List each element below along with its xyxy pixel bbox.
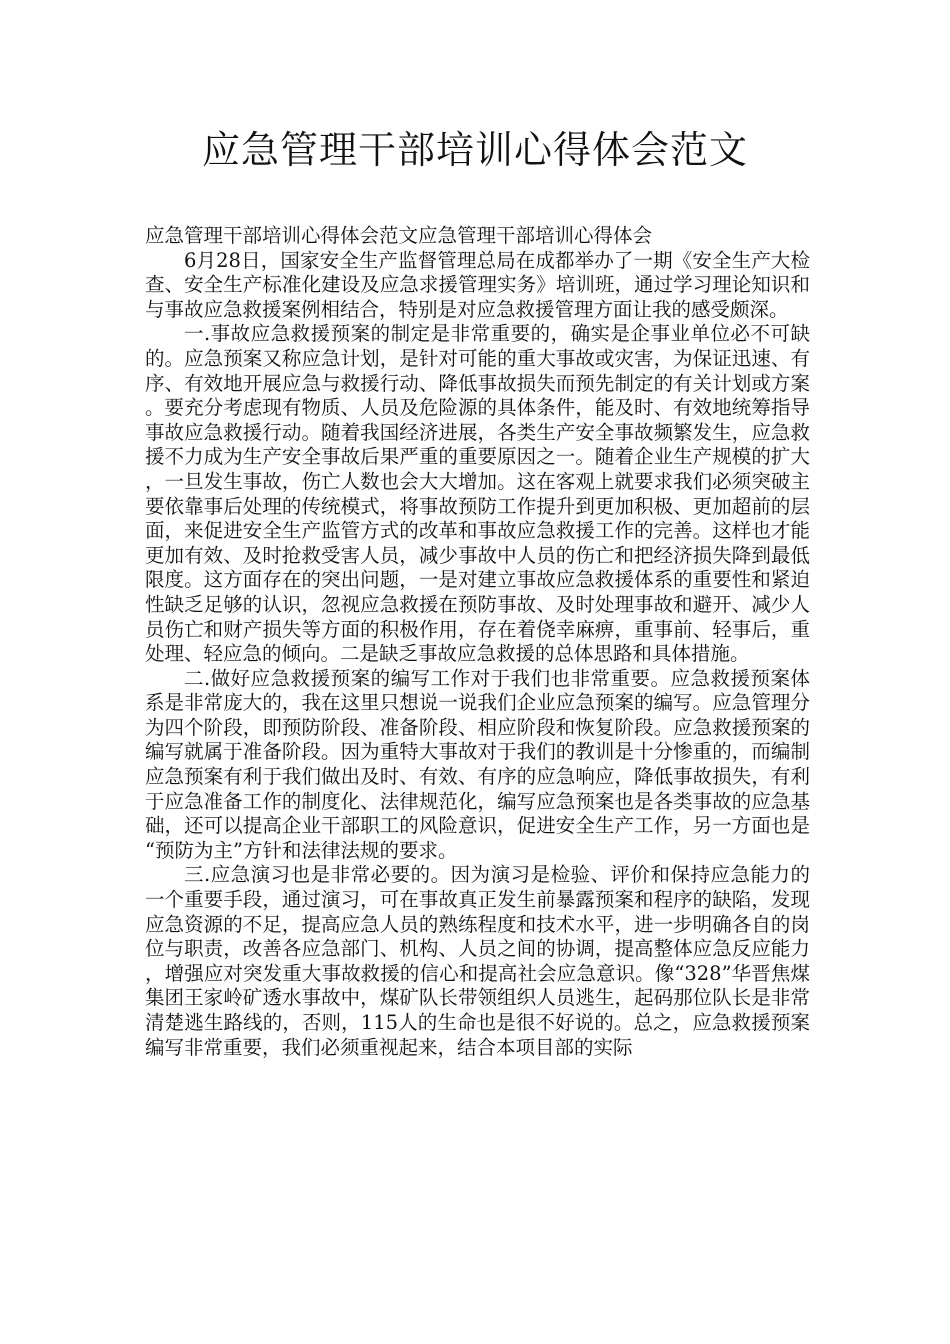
document-body (145, 224, 810, 1060)
document-title: 应急管理干部培训心得体会范文 (201, 128, 748, 172)
intro-paragraph: 6月28日，国家安全生产监督管理总局在成都举办了一期《安全生产大检查、安全生产标准化建设及应急求援管理实务》培训班，通过学习理论知识和与事故应急救援案例相结合，特别是对应急救援管理方面让我的感受颇深。 (145, 248, 810, 321)
subtitle-paragraph: 应急管理干部培训心得体会范文应急管理干部培训心得体会 (145, 224, 653, 247)
section-two-paragraph: 二.做好应急救援预案的编写工作对于我们也非常重要。应急救援预案体系是非常庞大的，我在这里只想说一说我们企业应急预案的编写。应急管理分为四个阶段，即预防阶段、准备阶段、相应阶段和恢复阶段。应急救援预案的编写就属于准备阶段。因为重特大事故对于我们的教训是十分惨重的，而编制应急预案有利于我们做出及时、有效、有序的应急响应，降低事故损失，有利于应急准备工作的制度化、法律规范化，编写应急预案也是各类事故的应急基础，还可以提高企业干部职工的风险意识，促进安全生产工作，另一方面也是“预防为主”方针和法律法规的要求。 (145, 666, 810, 862)
section-three-paragraph: 三.应急演习也是非常必要的。因为演习是检验、评价和保持应急能力的一个重要手段，通过演习，可在事故真正发生前暴露预案和程序的缺陷，发现应急资源的不足，提高应急人员的熟练程度和技术水平，进一步明确各自的岗位与职责，改善各应急部门、机构、人员之间的协调，提高整体应急反应能力，增强应对突发重大事故救援的信心和提高社会应急意识。像“328”华晋焦煤集团王家岭矿透水事故中，煤矿队长带领组织人员逃生，起码那位队长是非常清楚逃生路线的，否则，115人的生命也是很不好说的。总之，应急救援预案编写非常重要，我们必须重视起来，结合本项目部的实际 (145, 863, 810, 1059)
section-one-paragraph: 一.事故应急救援预案的制定是非常重要的，确实是企事业单位必不可缺的。应急预案又称应急计划，是针对可能的重大事故或灾害，为保证迅速、有序、有效地开展应急与救援行动、降低事故损失而预先制定的有关计划或方案。要充分考虑现有物质、人员及危险源的具体条件，能及时、有效地统筹指导事故应急救援行动。随着我国经济进展，各类生产安全事故频繁发生，应急救援不力成为生产安全事故后果严重的重要原因之一。随着企业生产规模的扩大，一旦发生事故，伤亡人数也会大大增加。这在客观上就要求我们必须突破主要依靠事后处理的传统模式，将事故预防工作提升到更加积极、更加超前的层面，来促进安全生产监管方式的改革和事故应急救援工作的完善。这样也才能更加有效、及时抢救受害人员，减少事故中人员的伤亡和把经济损失降到最低限度。这方面存在的突出问题，一是对建立事故应急救援体系的重要性和紧迫性缺乏足够的认识，忽视应急救援在预防事故、及时处理事故和避开、减少人员伤亡和财产损失等方面的积极作用，存在着侥幸麻痹，重事前、轻事后，重处理、轻应急的倾向。二是缺乏事故应急救援的总体思路和具体措施。 (145, 322, 810, 666)
